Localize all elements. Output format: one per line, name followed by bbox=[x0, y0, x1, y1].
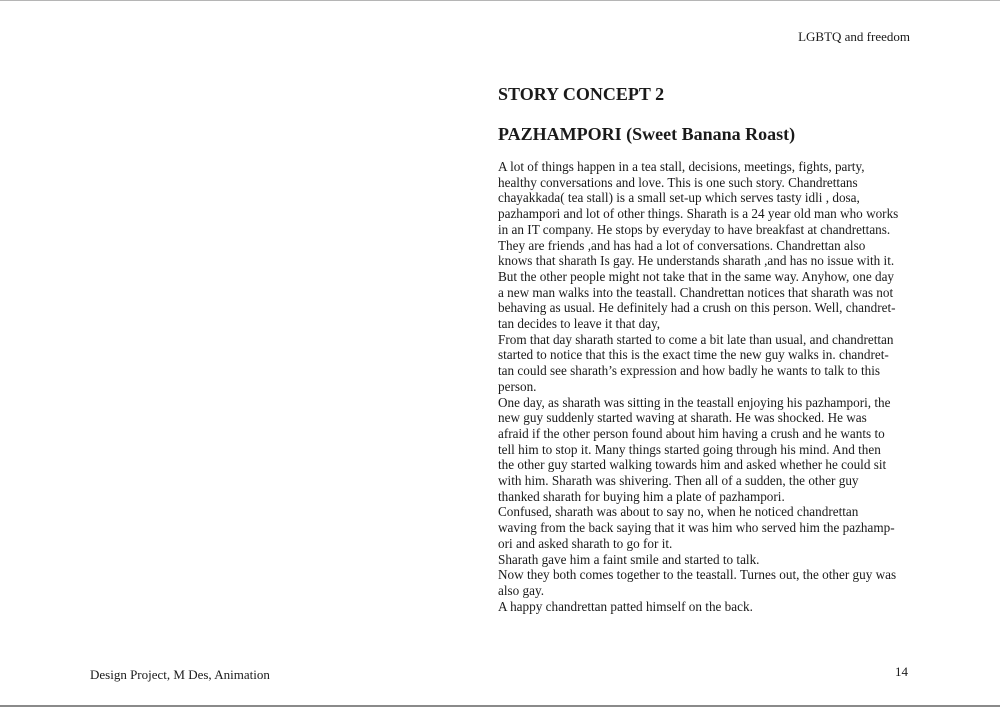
body-line: knows that sharath Is gay. He understands sharath ,and has no issue with it. bbox=[498, 253, 895, 269]
story-title: PAZHAMPORI (Sweet Banana Roast) bbox=[498, 124, 796, 144]
body-line: behaving as usual. He definitely had a crush on this person. Well, chandret- bbox=[498, 300, 896, 316]
body-line: Sharath gave him a faint smile and started to talk. bbox=[498, 551, 760, 567]
page-number: 14 bbox=[895, 664, 908, 679]
footer-course-label: Design Project, M Des, Animation bbox=[90, 667, 270, 682]
body-line: From that day sharath started to come a bit late than usual, and chandrettan bbox=[498, 331, 894, 347]
body-line: One day, as sharath was sitting in the teastall enjoying his pazhampori, the bbox=[498, 394, 891, 410]
body-line: Confused, sharath was about to say no, when he noticed chandrettan bbox=[498, 504, 859, 520]
story-body bbox=[498, 159, 903, 614]
section-title: STORY CONCEPT 2 bbox=[498, 84, 665, 104]
body-line: A happy chandrettan patted himself on the back. bbox=[498, 598, 753, 614]
top-divider bbox=[0, 0, 1000, 1]
body-line: tan decides to leave it that day, bbox=[498, 316, 661, 332]
body-line: healthy conversations and love. This is one such story. Chandrettans bbox=[498, 174, 858, 190]
body-line: new guy suddenly started waving at sharath. He was shocked. He was bbox=[498, 410, 867, 426]
body-line: with him. Sharath was shivering. Then all of a sudden, the other guy bbox=[498, 473, 859, 489]
body-line: started to notice that this is the exact time the new guy walks in. chandret- bbox=[498, 347, 889, 363]
body-line: But the other people might not take that in the same way. Anyhow, one day bbox=[498, 268, 895, 284]
running-header: LGBTQ and freedom bbox=[798, 29, 910, 44]
body-line: tan could see sharath’s expression and how badly he wants to talk to this bbox=[498, 363, 880, 379]
body-line: afraid if the other person found about him having a crush and he wants to bbox=[498, 425, 885, 441]
body-line: Now they both comes together to the teastall. Turnes out, the other guy was bbox=[498, 567, 897, 583]
body-line: the other guy started walking towards him and asked whether he could sit bbox=[498, 457, 887, 473]
body-line: also gay. bbox=[498, 582, 545, 598]
body-line: chayakkada( tea stall) is a small set-up which serves tasty idli , dosa, bbox=[498, 190, 860, 206]
body-line: tell him to stop it. Many things started going through his mind. And then bbox=[498, 441, 881, 457]
body-line: in an IT company. He stops by everyday to have breakfast at chandrettans. bbox=[498, 221, 891, 237]
body-line: ori and asked sharath to go for it. bbox=[498, 535, 673, 551]
body-line: person. bbox=[498, 378, 537, 394]
body-line: thanked sharath for buying him a plate of pazhampori. bbox=[498, 488, 785, 504]
body-line: A lot of things happen in a tea stall, decisions, meetings, fights, party, bbox=[498, 159, 865, 174]
body-line: a new man walks into the teastall. Chandrettan notices that sharath was not bbox=[498, 284, 894, 300]
body-line: They are friends ,and has had a lot of conversations. Chandrettan also bbox=[498, 237, 866, 253]
body-line: pazhampori and lot of other things. Sharath is a 24 year old man who works bbox=[498, 206, 899, 222]
body-line: waving from the back saying that it was him who served him the pazhamp- bbox=[498, 520, 895, 536]
